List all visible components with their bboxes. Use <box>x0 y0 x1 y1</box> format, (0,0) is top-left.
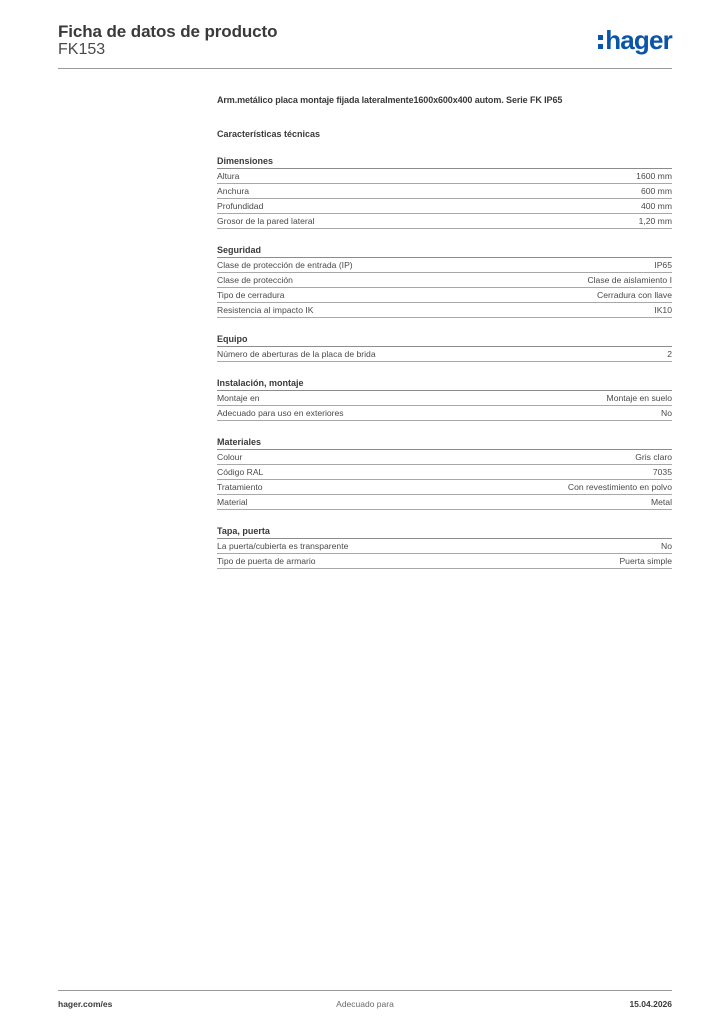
spec-section <box>217 525 672 569</box>
spec-row <box>217 199 672 214</box>
spec-label: Montaje en <box>217 393 260 403</box>
spec-row <box>217 184 672 199</box>
spec-row <box>217 347 672 362</box>
section-title: Instalación, montaje <box>217 377 672 391</box>
spec-label: Profundidad <box>217 201 264 211</box>
section-title: Equipo <box>217 333 672 347</box>
footer-date: 15.04.2026 <box>629 999 672 1009</box>
spec-section <box>217 244 672 318</box>
spec-label: Tipo de puerta de armario <box>217 556 316 566</box>
spec-row <box>217 214 672 229</box>
spec-value: 1,20 mm <box>638 216 672 226</box>
characteristics-title: Características técnicas <box>217 129 321 139</box>
spec-row <box>217 303 672 318</box>
spec-row <box>217 539 672 554</box>
product-reference: FK153 <box>58 41 106 58</box>
spec-label: Número de aberturas de la placa de brida <box>217 349 376 359</box>
spec-label: Tipo de cerradura <box>217 290 285 300</box>
spec-section <box>217 436 672 510</box>
spec-row <box>217 169 672 184</box>
spec-sections <box>217 155 672 569</box>
spec-label: Tratamiento <box>217 482 263 492</box>
spec-label: Anchura <box>217 186 250 196</box>
page-header <box>58 20 672 69</box>
hager-logo <box>598 25 672 55</box>
spec-label: Resistencia al impacto IK <box>217 305 314 315</box>
spec-value: 1600 mm <box>636 171 672 181</box>
spec-value: 400 mm <box>640 201 672 211</box>
spec-label: Adecuado para uso en exteriores <box>217 408 344 418</box>
spec-value: IK10 <box>654 305 672 315</box>
spec-row <box>217 450 672 465</box>
spec-section <box>217 155 672 229</box>
spec-section <box>217 333 672 362</box>
spec-section <box>217 377 672 421</box>
spec-row <box>217 495 672 510</box>
spec-row <box>217 465 672 480</box>
spec-value: 7035 <box>652 467 672 477</box>
footer-center-text: Adecuado para <box>336 999 394 1009</box>
spec-label: Clase de protección <box>217 275 293 285</box>
spec-label: La puerta/cubierta es transparente <box>217 541 349 551</box>
section-title: Materiales <box>217 436 672 450</box>
spec-row <box>217 406 672 421</box>
spec-value: 600 mm <box>640 186 672 196</box>
spec-value: Puerta simple <box>619 556 672 566</box>
spec-label: Grosor de la pared lateral <box>217 216 315 226</box>
section-title: Dimensiones <box>217 155 672 169</box>
spec-label: Material <box>217 497 248 507</box>
spec-row <box>217 258 672 273</box>
spec-value: IP65 <box>654 260 672 270</box>
spec-value: Clase de aislamiento I <box>587 275 672 285</box>
spec-value: Metal <box>650 497 672 507</box>
spec-row <box>217 391 672 406</box>
logo-text: hager <box>605 25 672 55</box>
spec-value: No <box>661 541 672 551</box>
spec-value: Montaje en suelo <box>606 393 672 403</box>
document-title: Ficha de datos de producto <box>58 22 278 41</box>
spec-label: Código RAL <box>217 467 264 477</box>
spec-row <box>217 480 672 495</box>
section-title: Seguridad <box>217 244 672 258</box>
spec-label: Colour <box>217 452 243 462</box>
section-title: Tapa, puerta <box>217 525 672 539</box>
spec-row <box>217 288 672 303</box>
footer-website: hager.com/es <box>58 999 113 1009</box>
spec-value: 2 <box>667 349 672 359</box>
spec-row <box>217 273 672 288</box>
spec-value: Con revestimiento en polvo <box>567 482 672 492</box>
logo-dots-icon <box>598 35 603 49</box>
spec-value: Cerradura con llave <box>597 290 672 300</box>
spec-row <box>217 554 672 569</box>
spec-label: Clase de protección de entrada (IP) <box>217 260 353 270</box>
datasheet-content <box>217 95 672 569</box>
spec-value: No <box>661 408 672 418</box>
spec-label: Altura <box>217 171 240 181</box>
spec-value: Gris claro <box>635 452 672 462</box>
page-footer <box>58 990 672 1015</box>
product-description: Arm.metálico placa montaje fijada lateralmente1600x600x400 autom. Serie FK IP65 <box>217 95 563 105</box>
